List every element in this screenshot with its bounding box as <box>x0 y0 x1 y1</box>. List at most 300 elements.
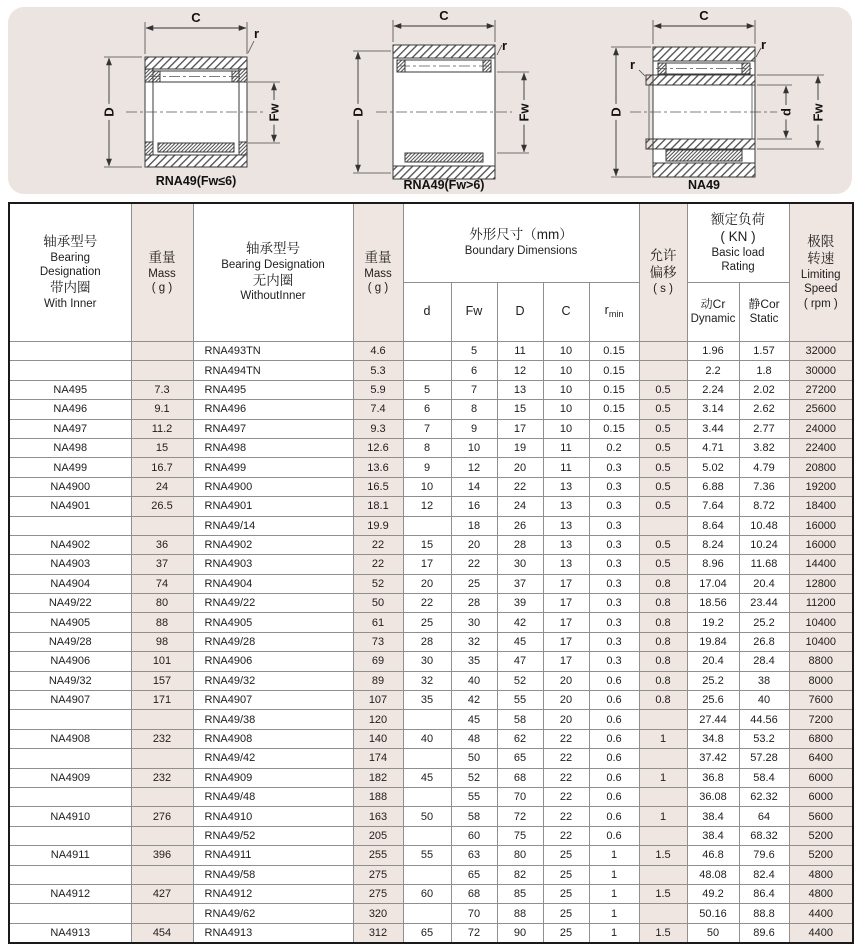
table-cell: 4400 <box>789 904 853 923</box>
table-cell: 427 <box>131 884 193 903</box>
table-cell: 19200 <box>789 477 853 496</box>
table-cell: 8800 <box>789 652 853 671</box>
table-cell: 58 <box>451 807 497 826</box>
table-cell: RNA494TN <box>193 361 353 380</box>
table-cell: 22 <box>353 535 403 554</box>
table-cell: 20800 <box>789 458 853 477</box>
table-cell: 10 <box>543 419 589 438</box>
dim-label-c: C <box>439 8 449 23</box>
table-cell: 0.5 <box>639 535 687 554</box>
table-cell: 20 <box>451 535 497 554</box>
table-cell: 35 <box>451 652 497 671</box>
table-cell: 3.82 <box>739 438 789 457</box>
table-cell: 0.8 <box>639 613 687 632</box>
table-cell: 22 <box>543 787 589 806</box>
table-row <box>9 729 853 748</box>
table-row <box>9 438 853 457</box>
table-cell: NA4902 <box>9 535 131 554</box>
table-cell: 65 <box>451 865 497 884</box>
header-col-D: D <box>497 283 543 342</box>
table-cell: 55 <box>451 787 497 806</box>
table-cell: RNA4902 <box>193 535 353 554</box>
table-cell: RNA4910 <box>193 807 353 826</box>
table-body <box>9 342 853 944</box>
table-cell: 1 <box>639 768 687 787</box>
table-cell: 0.6 <box>589 787 639 806</box>
table-cell: 22400 <box>789 438 853 457</box>
table-cell: 4400 <box>789 923 853 943</box>
table-cell: 13 <box>543 516 589 535</box>
table-cell: 89.6 <box>739 923 789 943</box>
table-row <box>9 458 853 477</box>
table-row <box>9 787 853 806</box>
table-cell: 25.2 <box>687 671 739 690</box>
diagram-rna49-fw-gt-6 <box>351 8 532 192</box>
table-row <box>9 342 853 361</box>
table-cell: 2.2 <box>687 361 739 380</box>
table-cell: 0.3 <box>589 477 639 496</box>
table-cell: 80 <box>131 594 193 613</box>
table-cell: 30000 <box>789 361 853 380</box>
table-cell <box>403 904 451 923</box>
table-cell: RNA4904 <box>193 574 353 593</box>
dim-label-D: D <box>350 107 366 117</box>
table-cell <box>639 904 687 923</box>
table-cell: RNA49/58 <box>193 865 353 884</box>
table-cell: 0.5 <box>639 419 687 438</box>
table-cell: 171 <box>131 691 193 710</box>
header-without-inner: 轴承型号 Bearing Designation 无内圈 WithoutInner <box>193 203 353 342</box>
table-cell: 5.3 <box>353 361 403 380</box>
table-cell: 16 <box>451 497 497 516</box>
table-cell: 32 <box>403 671 451 690</box>
table-cell: 12800 <box>789 574 853 593</box>
table-cell <box>131 787 193 806</box>
table-cell: 61 <box>353 613 403 632</box>
diagram-na49 <box>609 8 826 192</box>
table-cell: 255 <box>353 846 403 865</box>
table-cell: RNA497 <box>193 419 353 438</box>
table-cell: 275 <box>353 865 403 884</box>
dim-label-D: D <box>101 107 117 117</box>
table-cell: 38.4 <box>687 807 739 826</box>
table-cell: 52 <box>451 768 497 787</box>
table-cell: 24 <box>131 477 193 496</box>
table-cell: 12 <box>403 497 451 516</box>
table-cell: 6800 <box>789 729 853 748</box>
table-cell: 9.3 <box>353 419 403 438</box>
table-cell: 16.7 <box>131 458 193 477</box>
table-cell: 0.5 <box>639 438 687 457</box>
table-cell: RNA4913 <box>193 923 353 943</box>
table-cell: 19 <box>497 438 543 457</box>
table-row <box>9 807 853 826</box>
table-cell: NA49/28 <box>9 632 131 651</box>
table-cell: RNA49/32 <box>193 671 353 690</box>
table-cell: 15 <box>131 438 193 457</box>
table-cell: 20 <box>403 574 451 593</box>
table-cell: 12.6 <box>353 438 403 457</box>
table-cell: 232 <box>131 768 193 787</box>
table-cell: 4.71 <box>687 438 739 457</box>
table-cell: NA4912 <box>9 884 131 903</box>
table-cell: 4800 <box>789 865 853 884</box>
header-with-inner: 轴承型号 Bearing Designation 带内圈 With Inner <box>9 203 131 342</box>
table-cell: 13 <box>543 555 589 574</box>
table-cell <box>9 749 131 768</box>
table-cell: 12 <box>497 361 543 380</box>
table-cell: 55 <box>497 691 543 710</box>
table-cell: 38.4 <box>687 826 739 845</box>
table-row <box>9 826 853 845</box>
table-cell: NA49/32 <box>9 671 131 690</box>
table-cell: 7200 <box>789 710 853 729</box>
table-cell: NA4910 <box>9 807 131 826</box>
table-cell: 18 <box>451 516 497 535</box>
diagram-caption: NA49 <box>688 178 720 192</box>
table-cell: 90 <box>497 923 543 943</box>
table-cell <box>403 710 451 729</box>
table-cell: 19.84 <box>687 632 739 651</box>
table-cell: 0.5 <box>639 555 687 574</box>
table-cell: 3.44 <box>687 419 739 438</box>
table-cell: 34.8 <box>687 729 739 748</box>
table-cell: 48.08 <box>687 865 739 884</box>
bearing-spec-table <box>8 202 854 944</box>
table-cell <box>131 865 193 884</box>
table-row <box>9 380 853 399</box>
table-row <box>9 749 853 768</box>
table-cell: 37 <box>131 555 193 574</box>
table-cell: 0.3 <box>589 652 639 671</box>
table-cell: NA4913 <box>9 923 131 943</box>
table-cell: RNA49/22 <box>193 594 353 613</box>
table-row <box>9 884 853 903</box>
table-cell: 68 <box>451 884 497 903</box>
table-cell: 5600 <box>789 807 853 826</box>
table-cell: 0.6 <box>589 807 639 826</box>
table-cell: 20.4 <box>687 652 739 671</box>
table-cell: 0.8 <box>639 652 687 671</box>
table-cell: 50 <box>403 807 451 826</box>
table-cell: NA496 <box>9 400 131 419</box>
table-cell <box>639 342 687 361</box>
table-cell: NA4911 <box>9 846 131 865</box>
table-row <box>9 594 853 613</box>
diagram-panel <box>8 7 852 194</box>
table-row <box>9 652 853 671</box>
table-cell: 6000 <box>789 768 853 787</box>
table-cell: RNA49/28 <box>193 632 353 651</box>
table-cell: 1 <box>589 923 639 943</box>
table-cell: 39 <box>497 594 543 613</box>
table-cell: 27.44 <box>687 710 739 729</box>
table-row <box>9 632 853 651</box>
table-cell: 57.28 <box>739 749 789 768</box>
table-cell: 17 <box>497 419 543 438</box>
table-cell: 17 <box>543 632 589 651</box>
table-cell: 42 <box>497 613 543 632</box>
table-cell: 6 <box>403 400 451 419</box>
table-cell: RNA49/38 <box>193 710 353 729</box>
table-cell <box>131 749 193 768</box>
table-cell: 58.4 <box>739 768 789 787</box>
table-cell: 22 <box>543 768 589 787</box>
table-cell: 232 <box>131 729 193 748</box>
table-cell <box>639 516 687 535</box>
table-cell: 22 <box>353 555 403 574</box>
bearing-diagrams-svg <box>8 7 852 194</box>
table-cell <box>9 361 131 380</box>
table-cell: RNA49/14 <box>193 516 353 535</box>
table-cell: 10 <box>543 380 589 399</box>
table-cell: RNA49/48 <box>193 787 353 806</box>
table-cell: 20.4 <box>739 574 789 593</box>
table-cell: 73 <box>353 632 403 651</box>
table-cell: 1 <box>589 904 639 923</box>
header-allowed-offset: 允许 偏移 ( s ) <box>639 203 687 342</box>
table-row <box>9 865 853 884</box>
table-row <box>9 555 853 574</box>
table-cell: 47 <box>497 652 543 671</box>
table-cell: 0.3 <box>589 555 639 574</box>
table-row <box>9 671 853 690</box>
table-cell: 10 <box>403 477 451 496</box>
table-cell: RNA4900 <box>193 477 353 496</box>
table-cell: 188 <box>353 787 403 806</box>
table-cell: 0.3 <box>589 632 639 651</box>
table-cell: 0.3 <box>589 516 639 535</box>
table-cell: 88.8 <box>739 904 789 923</box>
table-cell: 13.6 <box>353 458 403 477</box>
table-row <box>9 497 853 516</box>
table-cell: 36.8 <box>687 768 739 787</box>
table-cell: 16000 <box>789 516 853 535</box>
table-cell: 0.6 <box>589 768 639 787</box>
table-cell: NA497 <box>9 419 131 438</box>
table-row <box>9 710 853 729</box>
dim-label-r: r <box>254 26 260 41</box>
table-cell: 36.08 <box>687 787 739 806</box>
table-cell: 7 <box>451 380 497 399</box>
table-cell: 312 <box>353 923 403 943</box>
header-mass-1: 重量 Mass ( g ) <box>131 203 193 342</box>
table-cell: 17.04 <box>687 574 739 593</box>
dim-label-D: D <box>608 107 624 117</box>
table-cell: 25.2 <box>739 613 789 632</box>
table-row <box>9 535 853 554</box>
table-cell: 5 <box>451 342 497 361</box>
table-cell: 85 <box>497 884 543 903</box>
table-cell: 5200 <box>789 826 853 845</box>
table-cell <box>639 787 687 806</box>
table-cell: NA4903 <box>9 555 131 574</box>
table-cell: 182 <box>353 768 403 787</box>
table-cell: 8.64 <box>687 516 739 535</box>
table-cell <box>639 361 687 380</box>
table-cell: 0.5 <box>639 497 687 516</box>
table-cell: 2.77 <box>739 419 789 438</box>
table-cell: 0.6 <box>589 671 639 690</box>
table-cell <box>9 710 131 729</box>
table-cell: 72 <box>451 923 497 943</box>
table-cell: 37 <box>497 574 543 593</box>
table-cell: 1.5 <box>639 846 687 865</box>
table-cell: 6400 <box>789 749 853 768</box>
table-cell: 10400 <box>789 632 853 651</box>
table-cell: 4.6 <box>353 342 403 361</box>
table-cell: RNA495 <box>193 380 353 399</box>
table-cell: RNA499 <box>193 458 353 477</box>
table-cell: 0.8 <box>639 594 687 613</box>
table-cell <box>9 516 131 535</box>
dim-label-r-left: r <box>630 57 636 72</box>
table-cell: 64 <box>739 807 789 826</box>
table-cell: 5.02 <box>687 458 739 477</box>
table-cell: 0.5 <box>639 380 687 399</box>
table-cell: 0.5 <box>639 477 687 496</box>
table-row <box>9 516 853 535</box>
table-cell: 15 <box>403 535 451 554</box>
table-cell: 22 <box>543 729 589 748</box>
table-cell: 8000 <box>789 671 853 690</box>
table-cell: 8.24 <box>687 535 739 554</box>
table-row <box>9 419 853 438</box>
table-cell <box>9 865 131 884</box>
table-cell: 7.3 <box>131 380 193 399</box>
table-cell: 0.6 <box>589 729 639 748</box>
table-cell: 20 <box>543 710 589 729</box>
dim-label-fw: Fw <box>516 103 532 122</box>
table-row <box>9 904 853 923</box>
table-cell: 8.72 <box>739 497 789 516</box>
table-cell: 40 <box>739 691 789 710</box>
table-cell: 22 <box>497 477 543 496</box>
table-cell: 22 <box>451 555 497 574</box>
table-cell: 50 <box>687 923 739 943</box>
table-row <box>9 691 853 710</box>
table-cell: 25 <box>451 574 497 593</box>
table-cell: 13 <box>543 477 589 496</box>
table-cell: 9.1 <box>131 400 193 419</box>
table-cell <box>403 749 451 768</box>
table-cell: 50.16 <box>687 904 739 923</box>
table-cell: 37.42 <box>687 749 739 768</box>
table-cell: 24 <box>497 497 543 516</box>
table-cell: 10400 <box>789 613 853 632</box>
table-cell: RNA4906 <box>193 652 353 671</box>
table-cell: 25600 <box>789 400 853 419</box>
table-cell: 63 <box>451 846 497 865</box>
table-cell: RNA49/62 <box>193 904 353 923</box>
table-cell: 275 <box>353 884 403 903</box>
table-cell: 68 <box>497 768 543 787</box>
table-cell <box>9 904 131 923</box>
table-cell: 1 <box>589 846 639 865</box>
table-cell: 62 <box>497 729 543 748</box>
table-cell: RNA4909 <box>193 768 353 787</box>
table-cell: 10 <box>451 438 497 457</box>
table-cell: 17 <box>403 555 451 574</box>
table-cell: NA4904 <box>9 574 131 593</box>
table-cell: 0.15 <box>589 400 639 419</box>
table-row <box>9 477 853 496</box>
table-cell: 18.1 <box>353 497 403 516</box>
table-cell: 320 <box>353 904 403 923</box>
table-cell: NA4907 <box>9 691 131 710</box>
table-cell: NA4905 <box>9 613 131 632</box>
table-cell <box>131 342 193 361</box>
table-cell: 45 <box>451 710 497 729</box>
table-cell: 68.32 <box>739 826 789 845</box>
table-cell: RNA496 <box>193 400 353 419</box>
table-cell: 22 <box>403 594 451 613</box>
table-cell: 80 <box>497 846 543 865</box>
table-cell: 55 <box>403 846 451 865</box>
table-cell: 2.24 <box>687 380 739 399</box>
table-cell: 88 <box>497 904 543 923</box>
table-cell <box>9 826 131 845</box>
table-cell: NA4908 <box>9 729 131 748</box>
table-cell: RNA4912 <box>193 884 353 903</box>
table-cell: RNA493TN <box>193 342 353 361</box>
table-cell: 1 <box>589 865 639 884</box>
table-cell: 69 <box>353 652 403 671</box>
table-cell: 11.2 <box>131 419 193 438</box>
table-cell: 24000 <box>789 419 853 438</box>
table-cell: 5 <box>403 380 451 399</box>
table-cell: 53.2 <box>739 729 789 748</box>
table-cell: 25 <box>543 865 589 884</box>
table-cell: 0.6 <box>589 710 639 729</box>
header-col-rmin: $r_{min}$ <box>589 283 639 342</box>
table-cell: 5200 <box>789 846 853 865</box>
table-cell: 101 <box>131 652 193 671</box>
table-cell: 52 <box>353 574 403 593</box>
table-cell: 52 <box>497 671 543 690</box>
table-cell: 32 <box>451 632 497 651</box>
table-cell: 1.96 <box>687 342 739 361</box>
table-header <box>9 203 853 342</box>
dim-label-r: r <box>502 38 508 53</box>
table-cell: 65 <box>403 923 451 943</box>
table-cell: 26 <box>497 516 543 535</box>
table-cell: 1.5 <box>639 884 687 903</box>
table-cell: 19.2 <box>687 613 739 632</box>
table-cell: 0.3 <box>589 497 639 516</box>
table-cell: 17 <box>543 594 589 613</box>
table-cell: 140 <box>353 729 403 748</box>
table-cell: 45 <box>403 768 451 787</box>
table-cell: 20 <box>497 458 543 477</box>
table-cell: 2.02 <box>739 380 789 399</box>
table-cell: 50 <box>451 749 497 768</box>
table-cell: 27200 <box>789 380 853 399</box>
diagram-rna49-fw-le-6 <box>102 10 282 188</box>
table-cell: 28.4 <box>739 652 789 671</box>
table-cell: 0.8 <box>639 691 687 710</box>
table-cell: 48 <box>451 729 497 748</box>
table-cell: 15 <box>497 400 543 419</box>
table-cell: 10 <box>543 342 589 361</box>
table-cell: RNA49/52 <box>193 826 353 845</box>
table-cell: 1.8 <box>739 361 789 380</box>
table-cell: 1 <box>589 884 639 903</box>
table-cell: 0.3 <box>589 535 639 554</box>
table-cell: 205 <box>353 826 403 845</box>
table-cell: 157 <box>131 671 193 690</box>
table-cell: 32000 <box>789 342 853 361</box>
